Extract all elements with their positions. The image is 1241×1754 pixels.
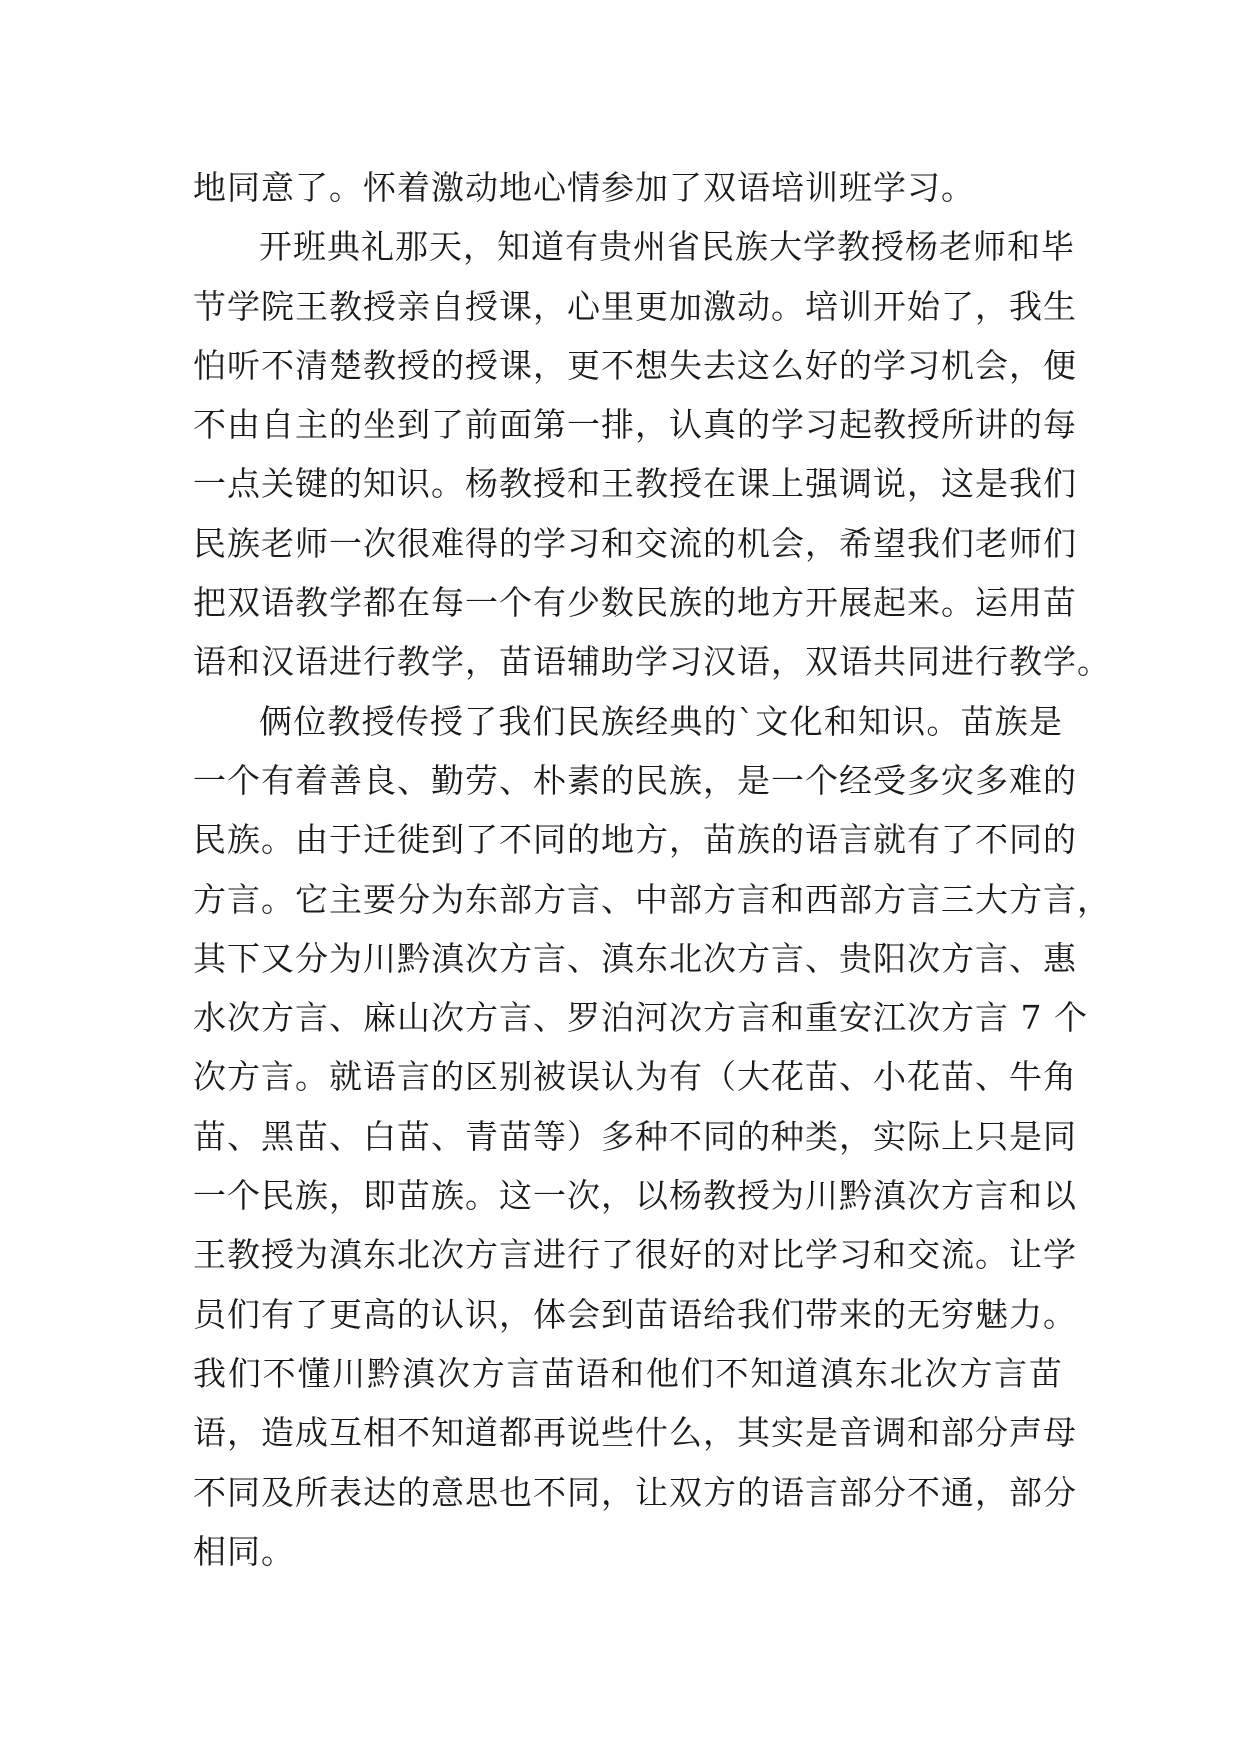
text-line: 王教授为滇东北次方言进行了很好的对比学习和交流。让学 — [193, 1235, 1077, 1275]
text-line: 把双语教学都在每一个有少数民族的地方开展起来。运用苗 — [193, 583, 1077, 623]
text-line: 水次方言、麻山次方言、罗泊河次方言和重安江次方言 7 个 — [193, 998, 1088, 1038]
text-line: 其下又分为川黔滇次方言、滇东北次方言、贵阳次方言、惠 — [193, 938, 1077, 978]
text-line: 不由自主的坐到了前面第一排，认真的学习起教授所讲的每 — [193, 405, 1077, 445]
text-line: 民族老师一次很难得的学习和交流的机会，希望我们老师们 — [193, 523, 1077, 563]
text-line: 方言。它主要分为东部方言、中部方言和西部方言三大方言， — [193, 879, 1111, 919]
text-line: 民族。由于迁徙到了不同的地方，苗族的语言就有了不同的 — [193, 820, 1077, 860]
body-text — [193, 158, 1111, 1581]
text-line: 开班典礼那天，知道有贵州省民族大学教授杨老师和毕 — [259, 227, 1075, 267]
text-line: 相同。 — [193, 1531, 295, 1571]
text-line: 节学院王教授亲自授课，心里更加激动。培训开始了，我生 — [193, 286, 1077, 326]
text-line: 语，造成互相不知道都再说些什么，其实是音调和部分声母 — [193, 1413, 1077, 1453]
text-line: 不同及所表达的意思也不同，让双方的语言部分不通，部分 — [193, 1472, 1077, 1512]
text-line: 俩位教授传授了我们民族经典的`文化和知识。苗族是 — [259, 701, 1063, 741]
text-line: 次方言。就语言的区别被误认为有（大花苗、小花苗、牛角 — [193, 1057, 1077, 1097]
text-line: 一点关键的知识。杨教授和王教授在课上强调说，这是我们 — [193, 464, 1077, 504]
text-line: 怕听不清楚教授的授课，更不想失去这么好的学习机会，便 — [193, 345, 1077, 385]
text-line: 一个民族，即苗族。这一次，以杨教授为川黔滇次方言和以 — [193, 1176, 1077, 1216]
text-line: 一个有着善良、勤劳、朴素的民族，是一个经受多灾多难的 — [193, 760, 1077, 800]
text-line: 员们有了更高的认识，体会到苗语给我们带来的无穷魅力。 — [193, 1294, 1077, 1334]
text-line: 地同意了。怀着激动地心情参加了双语培训班学习。 — [193, 168, 975, 207]
text-line: 我们不懂川黔滇次方言苗语和他们不知道滇东北次方言苗 — [193, 1353, 1063, 1393]
text-line: 语和汉语进行教学，苗语辅助学习汉语，双语共同进行教学。 — [193, 642, 1111, 682]
text-line: 苗、黑苗、白苗、青苗等）多种不同的种类，实际上只是同 — [193, 1116, 1077, 1156]
